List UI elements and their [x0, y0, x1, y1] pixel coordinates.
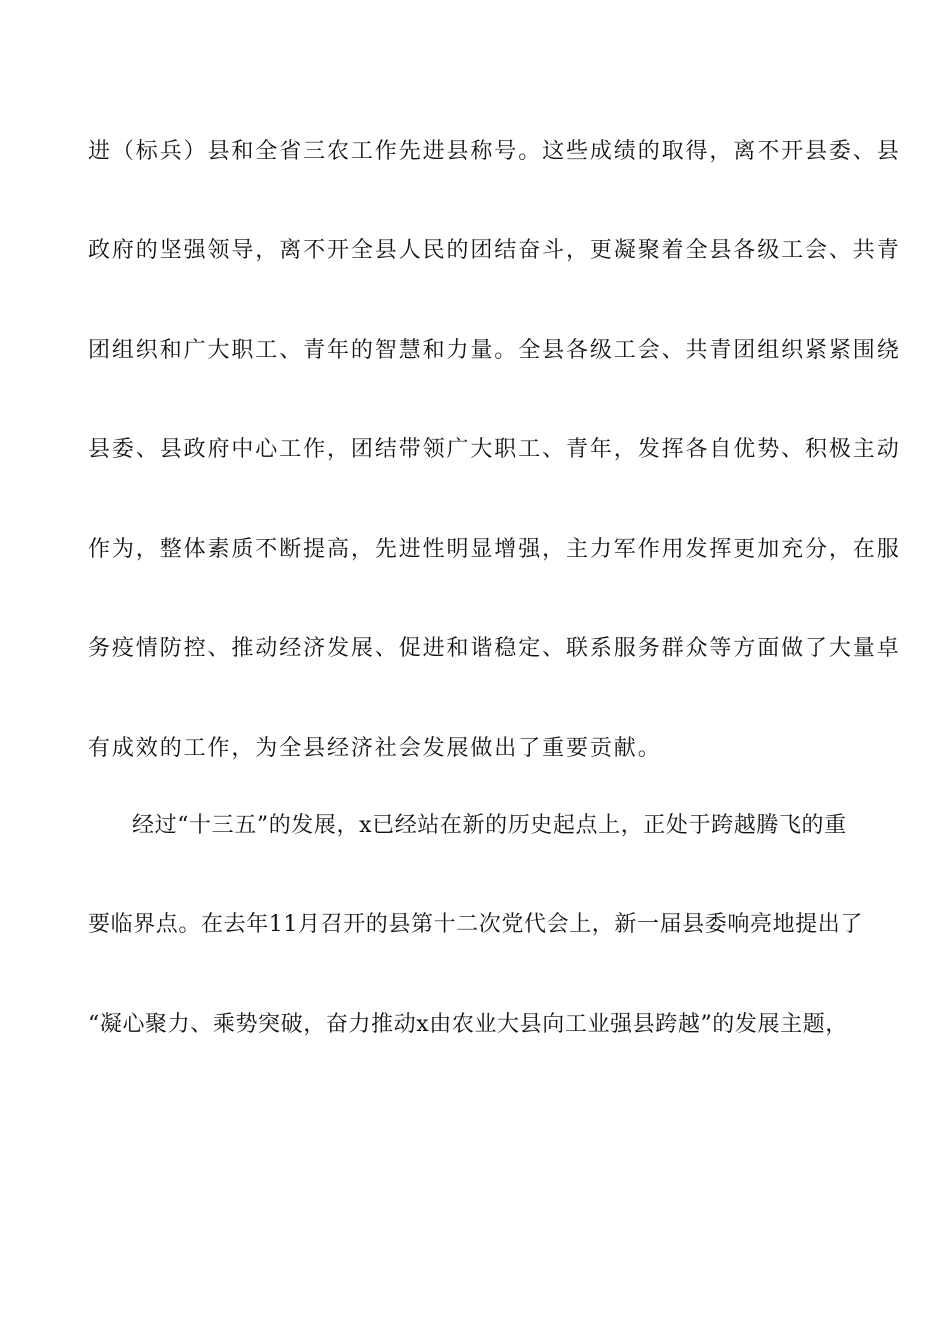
text-line: “凝心聚力、乘势突破，奋力推动x由农业大县向工业强县跨越”的发展主题，	[88, 1012, 848, 1037]
text-line: 务疫情防控、推动经济发展、促进和谐稳定、联系服务群众等方面做了大量卓	[88, 636, 901, 661]
text-line: 县委、县政府中心工作，团结带领广大职工、青年，发挥各自优势、积极主动	[88, 437, 901, 462]
text-line: 进（标兵）县和全省三农工作先进县称号。这些成绩的取得，离不开县委、县	[88, 139, 901, 164]
text-line: 政府的坚强领导，离不开全县人民的团结奋斗，更凝聚着全县各级工会、共青	[88, 238, 901, 263]
text-line: 团组织和广大职工、青年的智慧和力量。全县各级工会、共青团组织紧紧围绕	[88, 338, 901, 363]
text-line: 作为，整体素质不断提高，先进性明显增强，主力军作用发挥更加充分，在服	[88, 537, 901, 562]
text-line: 要临界点。在去年11月召开的县第十二次党代会上，新一届县委响亮地提出了	[88, 912, 863, 937]
text-line: 有成效的工作，为全县经济社会发展做出了重要贡献。	[88, 736, 662, 761]
text-line: 经过“十三五”的发展，x已经站在新的历史起点上，正处于跨越腾飞的重	[132, 813, 847, 838]
